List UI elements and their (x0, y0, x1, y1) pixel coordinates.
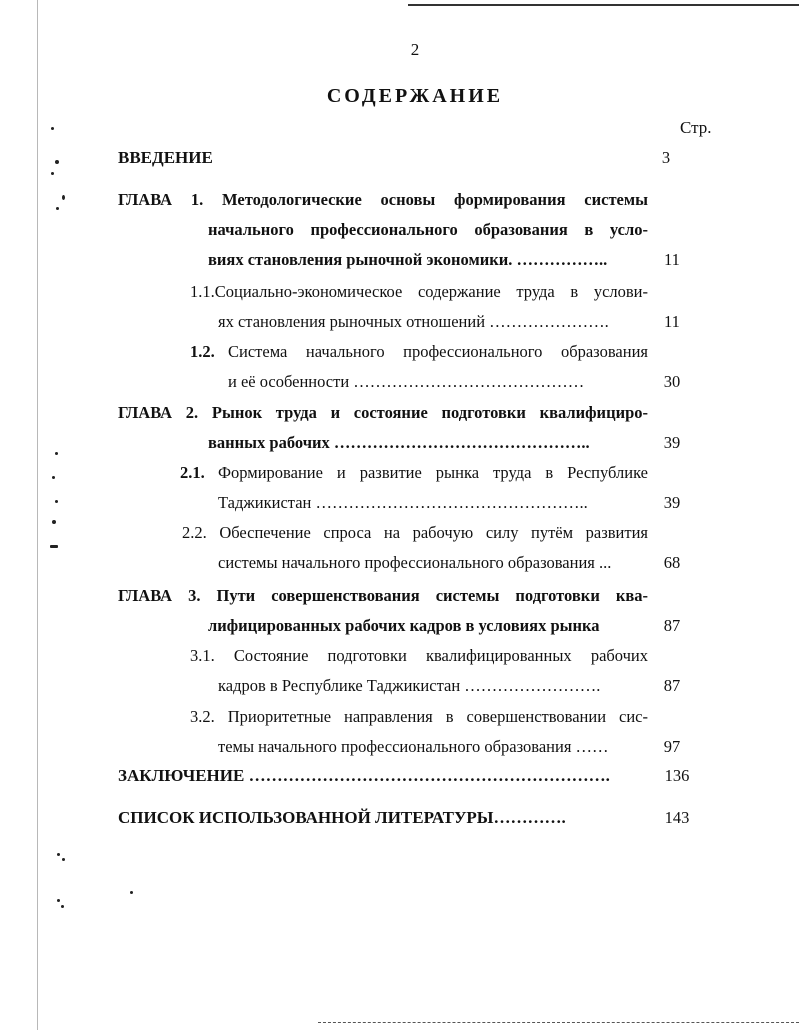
scan-edge-bottom (318, 1022, 799, 1024)
scan-speck (55, 452, 58, 455)
toc-page-number: 11 (664, 312, 680, 331)
toc-chapter-1-line[interactable]: ГЛАВА 1. Методологические основы формирования системы (118, 190, 648, 209)
page-column-label: Стр. (680, 118, 712, 137)
toc-section-3-1-line[interactable]: 3.1. Состояние подготовки квалифицированных рабочих (190, 646, 648, 665)
page-title: СОДЕРЖАНИЕ (326, 85, 504, 107)
toc-section-2-1-line[interactable]: Таджикистан ………………………………………….. (218, 493, 588, 512)
toc-section-1-1-line[interactable]: 1.1.Социально-экономическое содержание труда в услови- (190, 282, 648, 301)
scan-speck (57, 899, 60, 902)
scan-speck (52, 520, 56, 524)
toc-entry-introduction[interactable]: ВВЕДЕНИЕ (118, 148, 213, 167)
toc-page-number: 3 (661, 148, 671, 167)
toc-section-1-1-line[interactable]: ях становления рыночных отношений …………………. (218, 312, 609, 331)
toc-page-number: 97 (663, 737, 681, 756)
toc-section-3-2-line[interactable]: 3.2. Приоритетные направления в совершенствовании сис- (190, 707, 648, 726)
toc-page-number: 143 (664, 808, 690, 827)
scan-speck (55, 500, 58, 503)
scan-speck (51, 127, 54, 130)
page-number: 2 (410, 40, 420, 59)
toc-entry-bibliography[interactable]: СПИСОК ИСПОЛЬЗОВАННОЙ ЛИТЕРАТУРЫ…………. (118, 808, 566, 827)
toc-section-2-2-line[interactable]: 2.2. Обеспечение спроса на рабочую силу путём развития (182, 523, 648, 542)
scan-speck (56, 207, 59, 210)
scan-margin-line (37, 0, 38, 1030)
scan-edge-top (408, 4, 799, 6)
toc-section-3-1-line[interactable]: кадров в Республике Таджикистан ……………………. (218, 676, 601, 695)
toc-section-2-2-line[interactable]: системы начального профессионального образования ... (218, 553, 612, 572)
toc-page-number: 39 (663, 493, 681, 512)
toc-page-number: 30 (663, 372, 681, 391)
scan-speck (52, 476, 55, 479)
toc-chapter-2-line[interactable]: ванных рабочих ……………………………………….. (208, 433, 590, 452)
scan-speck (61, 905, 64, 908)
scan-speck (55, 160, 59, 164)
scan-speck (62, 195, 65, 200)
toc-chapter-3-line[interactable]: ГЛАВА 3. Пути совершенствования системы подготовки ква- (118, 586, 648, 605)
toc-page-number: 11 (664, 250, 680, 269)
toc-section-1-2-line[interactable]: Система начального профессионального образования (228, 342, 648, 361)
scan-speck (51, 172, 54, 175)
toc-chapter-1-line[interactable]: виях становления рыночной экономики. …………….. (208, 250, 608, 269)
toc-section-2-1-line[interactable]: Формирование и развитие рынка труда в Республике (218, 463, 648, 482)
toc-page-number: 87 (663, 676, 681, 695)
scan-speck (57, 853, 60, 856)
scan-speck (50, 545, 58, 548)
toc-chapter-3-line[interactable]: лифицированных рабочих кадров в условиях рынка (208, 616, 600, 635)
toc-chapter-2-line[interactable]: ГЛАВА 2. Рынок труда и состояние подготовки квалифициро- (118, 403, 648, 422)
toc-entry-conclusion[interactable]: ЗАКЛЮЧЕНИЕ ………………………………………………………. (118, 766, 610, 785)
scan-speck (130, 891, 133, 894)
toc-page-number: 136 (664, 766, 690, 785)
toc-page-number: 39 (663, 433, 681, 452)
toc-section-number: 2.1. (180, 463, 205, 482)
scan-speck (62, 858, 65, 861)
toc-section-1-2-line[interactable]: и её особенности …………………………………… (228, 372, 585, 391)
toc-page-number: 68 (663, 553, 681, 572)
toc-section-number: 1.2. (190, 342, 215, 361)
toc-page-number: 87 (663, 616, 681, 635)
toc-section-3-2-line[interactable]: темы начального профессионального образования …… (218, 737, 609, 756)
toc-chapter-1-line[interactable]: начального профессионального образования в усло- (208, 220, 648, 239)
